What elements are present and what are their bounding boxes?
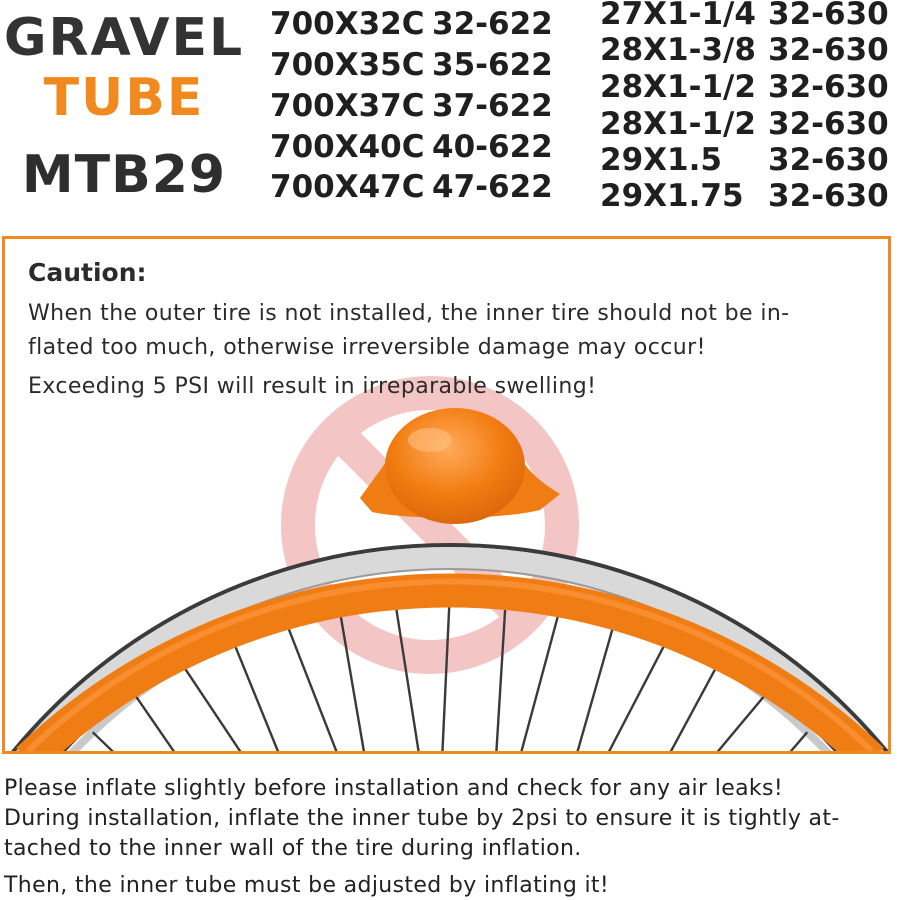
brand-line-tube: TUBE (43, 68, 205, 128)
instruction-text: During installation, inflate the inner tube by 2psi to ensure it is tightly at- (4, 806, 840, 831)
iso-size: 35-622 (432, 47, 553, 83)
tire-size: 700X47C (270, 169, 425, 205)
tire-size: 700X37C (270, 88, 425, 124)
brand-line-mtb29: MTB29 (21, 145, 227, 205)
iso-size: 32-630 (768, 178, 889, 214)
caution-text: flated too much, otherwise irreversible damage may occur! (28, 335, 706, 360)
tire-size: 700X40C (270, 129, 425, 165)
tire-size: 27X1-1/4 (600, 0, 756, 32)
brand-line-gravel: GRAVEL (3, 8, 245, 68)
iso-size: 47-622 (432, 169, 553, 205)
iso-size: 32-630 (768, 0, 889, 32)
tire-size: 29X1.75 (600, 178, 744, 214)
tire-size: 29X1.5 (600, 142, 722, 178)
iso-size: 37-622 (432, 88, 553, 124)
iso-size: 32-630 (768, 106, 889, 142)
instruction-text: Please inflate slightly before installation and check for any air leaks! (4, 776, 783, 801)
tire-size: 28X1-1/2 (600, 106, 756, 142)
iso-size: 32-630 (768, 142, 889, 178)
size-table-700c (270, 0, 590, 210)
caution-text: When the outer tire is not installed, the inner tire should not be in- (28, 301, 790, 326)
instruction-text: Then, the inner tube must be adjusted by inflating it! (4, 873, 610, 898)
caution-text: Exceeding 5 PSI will result in irreparable swelling! (28, 374, 597, 399)
iso-size: 40-622 (432, 129, 553, 165)
tire-size: 28X1-3/8 (600, 32, 756, 68)
tire-size: 700X35C (270, 47, 425, 83)
iso-size: 32-630 (768, 32, 889, 68)
iso-size: 32-622 (432, 6, 553, 42)
caution-title: Caution: (28, 258, 147, 287)
size-table-630 (600, 0, 899, 214)
instruction-text: tached to the inner wall of the tire during inflation. (4, 836, 582, 861)
iso-size: 32-630 (768, 69, 889, 105)
tire-size: 28X1-1/2 (600, 69, 756, 105)
tire-size: 700X32C (270, 6, 425, 42)
